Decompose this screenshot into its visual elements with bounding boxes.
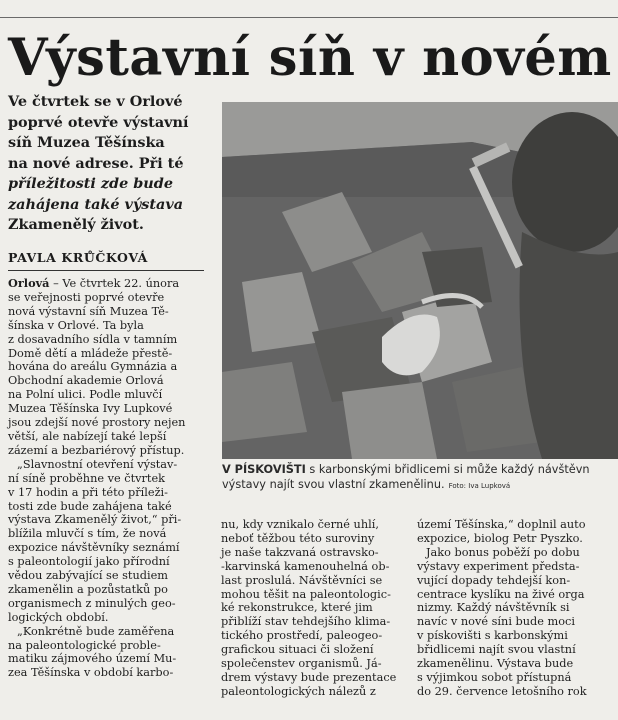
photo-credit: Foto: Iva Lupková	[448, 482, 511, 490]
lead-line: síň Muzea Těšínska	[8, 134, 165, 151]
text-line: s paleontologií jako přírodní	[8, 555, 170, 569]
text-line: navíc v nové síni bude moci	[417, 615, 575, 629]
text-line: Jako bonus poběží po dobu	[426, 545, 580, 559]
text-line: vědou zabývající se studiem	[8, 569, 168, 583]
top-rule	[0, 17, 618, 18]
text-line: je naše takzvaná ostravsko-	[221, 545, 379, 559]
article-column-3	[417, 518, 618, 699]
caption-text: s karbonskými břidlicemi si může každý návštěvn	[305, 463, 590, 476]
text-line: drem výstavy bude prezentace	[221, 670, 397, 684]
text-line: zea Těšínska v období karbo-	[8, 666, 174, 680]
text-line: tosti zde bude zahájena také	[8, 499, 172, 513]
text-line: -karvinská kamenouhelná ob-	[221, 559, 390, 573]
text-line: výstava Zkamenělý život,“ při-	[8, 513, 182, 527]
photo-caption	[222, 462, 618, 494]
text-line: ní síně proběhne ve čtvrtek	[8, 471, 165, 485]
lead-paragraph	[8, 92, 203, 236]
text-line: do 29. července letošního rok	[417, 684, 587, 698]
text-line: v 17 hodin a při této příleži-	[8, 485, 168, 499]
text-line: expozice návštěvníky seznámí	[8, 541, 180, 555]
text-line: zkamenělinu. Výstava bude	[417, 657, 574, 671]
text-line: hována do areálu Gymnázia a	[8, 360, 178, 374]
text-line: Obchodní akademie Orlová	[8, 374, 164, 388]
caption-text: výstavy najít svou vlastní zkamenělinu.	[222, 478, 445, 491]
text-line: společenstev organismů. Já-	[221, 657, 382, 671]
lead-line: poprvé otevře výstavní	[8, 113, 189, 131]
text-line: matiku zájmového území Mu-	[8, 652, 177, 666]
photo-illustration	[222, 102, 618, 459]
lead-line: na nové adrese. Při té	[8, 154, 184, 172]
text-line	[8, 277, 208, 291]
text-line: centrace kyslíku na živé orga	[417, 587, 585, 601]
text-line: nizmy. Každý návštěvník si	[417, 601, 570, 615]
text-line: území Těšínska,“ doplnil auto	[417, 518, 586, 531]
photo-image	[222, 102, 618, 459]
text-line: expozice, biolog Petr Pyszko.	[417, 531, 583, 545]
text-line: břidlicemi najít svou vlastní	[417, 643, 576, 657]
text-line: neboť těžbou této suroviny	[221, 531, 375, 545]
text-line: last proslulá. Návštěvníci se	[221, 573, 383, 587]
text-line: grafickou situaci či složení	[221, 643, 374, 657]
text-line: organismech z minulých geo-	[8, 596, 176, 610]
text-line: Domě dětí a mládeže přestě-	[8, 346, 173, 360]
headline: Výstavní síň v novém	[8, 28, 612, 88]
text-line: s výjimkou sobot přístupná	[417, 670, 572, 684]
dateline-location: Orlová	[8, 276, 50, 290]
text-line: výstavy experiment předsta-	[417, 559, 580, 573]
text-line: jsou zdejší nové prostory nejen	[8, 416, 186, 430]
lead-line: Ve čtvrtek se v Orlové	[8, 93, 183, 110]
text-line: mohou těšit na paleontologic-	[221, 587, 391, 601]
text-line-rest: – Ve čtvrtek 22. února	[49, 277, 180, 290]
lead-line: příležitosti zde bude	[8, 175, 173, 192]
text-line: logických období.	[8, 610, 109, 624]
text-line: v pískovišti s karbonskými	[417, 629, 568, 643]
caption-line	[222, 462, 618, 477]
text-line: blížila mluvčí s tím, že nová	[8, 527, 167, 541]
text-line: se veřejnosti poprvé otevře	[8, 290, 165, 304]
text-line: na paleontologické proble-	[8, 638, 161, 652]
caption-lead: V PÍSKOVIŠTI	[222, 463, 306, 476]
text-line: z dosavadního sídla v tamním	[8, 332, 178, 346]
text-line: vující dopady tehdejší kon-	[417, 573, 571, 587]
text-line: „Konkrétně bude zaměřena	[17, 624, 175, 638]
text-line: větší, ale nabízejí také lepší	[8, 429, 167, 443]
lead-line: zahájena také výstava	[8, 195, 184, 213]
text-line: paleontologických nálezů z	[221, 684, 376, 698]
lead-line: Zkamenělý život.	[8, 216, 144, 233]
text-line: zázemí a bezbariérový přístup.	[8, 443, 185, 457]
text-line: nu, kdy vznikalo černé uhlí,	[221, 518, 379, 531]
text-line: „Slavnostní otevření výstav-	[17, 457, 178, 471]
article-column-2	[221, 518, 401, 699]
text-line: šínska v Orlové. Ta byla	[8, 318, 144, 332]
article-column-1	[8, 277, 208, 680]
text-line: Muzea Těšínska Ivy Lupkové	[8, 402, 173, 416]
caption-line	[222, 477, 618, 494]
text-line: zkamenělin a pozůstatků po	[8, 582, 168, 596]
text-line: ké rekonstrukce, které jim	[221, 601, 373, 615]
text-line: na Polní ulici. Podle mluvčí	[8, 388, 163, 402]
text-line: tického prostředí, paleogeo-	[221, 629, 383, 643]
text-line: přiblíží stav tehdejšího klima-	[221, 615, 391, 629]
byline: PAVLA KRŮČKOVÁ	[8, 250, 204, 271]
text-line: nová výstavní síň Muzea Tě-	[8, 304, 169, 318]
